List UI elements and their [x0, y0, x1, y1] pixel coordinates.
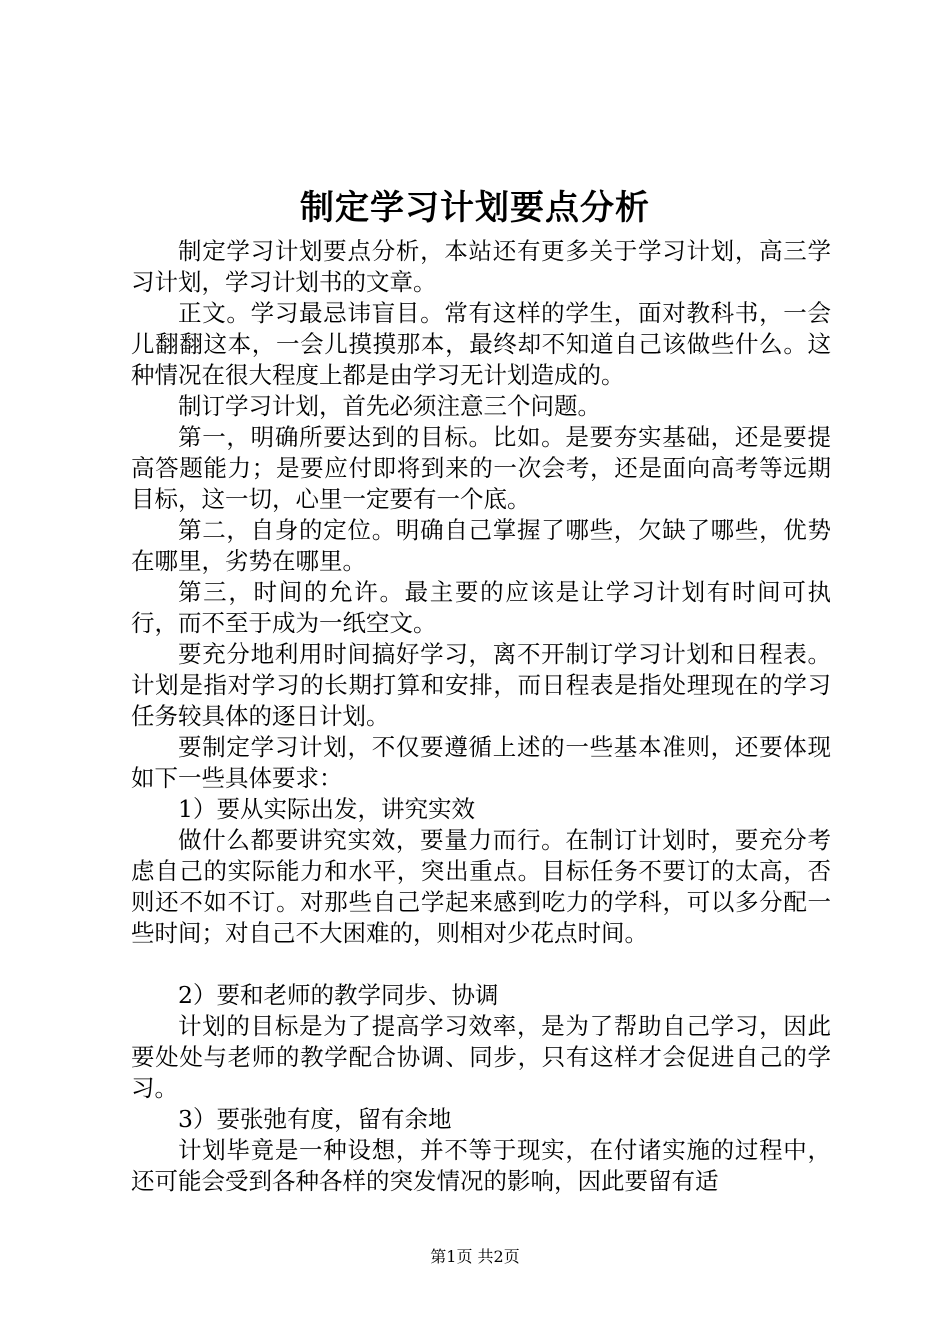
paragraph-second: 第二，自身的定位。明确自己掌握了哪些，欠缺了哪些，优势在哪里，劣势在哪里。 [131, 516, 831, 575]
paragraph-three-issues: 制订学习计划，首先必须注意三个问题。 [178, 392, 601, 420]
document-body [131, 236, 831, 1197]
document-title: 制定学习计划要点分析 [300, 188, 650, 228]
paragraph-requirements: 要制定学习计划，不仅要遵循上述的一些基本准则，还要体现如下一些具体要求： [131, 733, 831, 792]
paragraph-item-3: 计划毕竟是一种设想，并不等于现实，在付诸实施的过程中，还可能会受到各种各样的突发情况的影响，因此要留有适 [131, 1136, 831, 1195]
paragraph-item-2: 计划的目标是为了提高学习效率，是为了帮助自己学习，因此要处处与老师的教学配合协调、同步，只有这样才会促进自己的学习。 [131, 1012, 831, 1102]
paragraph-schedule: 要充分地利用时间搞好学习，离不开制订学习计划和日程表。计划是指对学习的长期打算和安排，而日程表是指处理现在的学习任务较具体的逐日计划。 [131, 640, 831, 730]
paragraph-intro: 制定学习计划要点分析，本站还有更多关于学习计划，高三学习计划，学习计划书的文章。 [131, 237, 831, 296]
paragraph-first: 第一，明确所要达到的目标。比如。是要夯实基础，还是要提高答题能力；是要应付即将到来的一次会考，还是面向高考等远期目标，这一切，心里一定要有一个底。 [131, 423, 831, 513]
paragraph-item-1: 做什么都要讲究实效，要量力而行。在制订计划时，要充分考虑自己的实际能力和水平，突出重点。目标任务不要订的太高，否则还不如不订。对那些自己学起来感到吃力的学科，可以多分配一些时间；对自己不大困难的，则相对少花点时间。 [131, 826, 831, 947]
page-number-footer: 第1页 共2页 [430, 1247, 520, 1266]
paragraph-third: 第三，时间的允许。最主要的应该是让学习计划有时间可执行，而不至于成为一纸空文。 [131, 578, 831, 637]
heading-item-3: 3）要张弛有度，留有余地 [178, 1105, 452, 1133]
heading-item-1: 1）要从实际出发，讲究实效 [178, 795, 475, 823]
heading-item-2: 2）要和老师的教学同步、协调 [178, 981, 499, 1009]
paragraph-main: 正文。学习最忌讳盲目。常有这样的学生，面对教科书，一会儿翻翻这本，一会儿摸摸那本，最终却不知道自己该做些什么。这种情况在很大程度上都是由学习无计划造成的。 [131, 299, 831, 389]
